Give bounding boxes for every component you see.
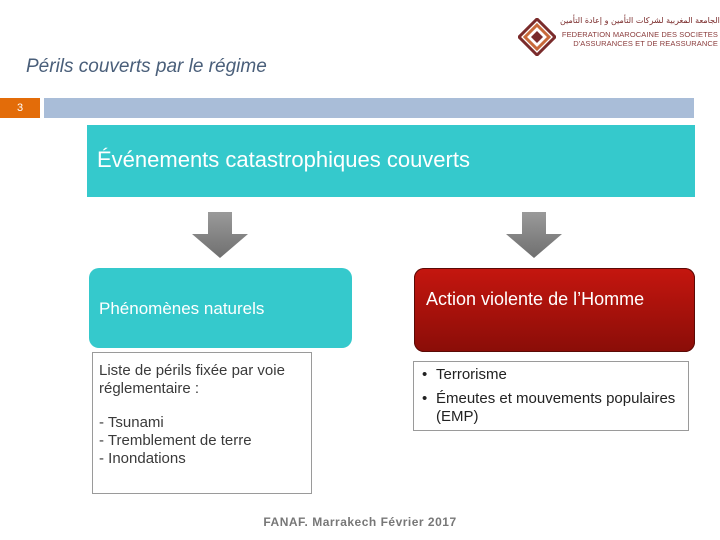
arrow-down-icon-right — [506, 212, 562, 258]
fmsar-logo — [518, 14, 718, 54]
bullet: • — [422, 390, 428, 407]
slide-number: 3 — [0, 98, 40, 118]
main-heading-text: Événements catastrophiques couverts — [97, 147, 470, 172]
page-title: Périls couverts par le régime — [26, 56, 267, 77]
list-item: - Tremblement de terre — [99, 432, 252, 449]
slide-bar-fill — [44, 98, 694, 118]
natural-phenomena-box — [89, 268, 352, 348]
main-heading-box — [87, 125, 695, 197]
logo-french-line-2: D'ASSURANCES ET DE REASSURANCE — [573, 39, 718, 48]
natural-perils-intro: Liste de périls fixée par voie réglementaire : — [99, 362, 285, 397]
logo-arabic-text: الجامعة المغربية لشركات التأمين و إعادة التأمين — [560, 16, 720, 25]
list-item-text: Terrorisme — [436, 366, 507, 383]
natural-phenomena-heading: Phénomènes naturels — [99, 299, 265, 318]
natural-perils-list — [92, 352, 312, 494]
human-violence-box — [414, 268, 695, 352]
logo-french-text — [560, 30, 718, 48]
list-item-text: Émeutes et mouvements populaires (EMP) — [436, 390, 676, 425]
human-violence-heading: Action violente de l’Homme — [426, 289, 645, 309]
logo-french-line-1: FEDERATION MAROCAINE DES SOCIETES — [561, 30, 718, 39]
diamond-logo-icon — [518, 18, 556, 56]
slide-bar — [0, 98, 720, 118]
footer-text: FANAF. Marrakech Février 2017 — [263, 515, 457, 529]
bullet: • — [422, 366, 428, 383]
natural-perils-items — [99, 414, 305, 468]
list-item: - Inondations — [99, 450, 186, 467]
list-item: - Tsunami — [99, 414, 164, 431]
list-item — [422, 390, 684, 426]
list-item — [422, 366, 684, 384]
arrow-down-icon-left — [192, 212, 248, 258]
human-perils-list — [413, 361, 689, 431]
